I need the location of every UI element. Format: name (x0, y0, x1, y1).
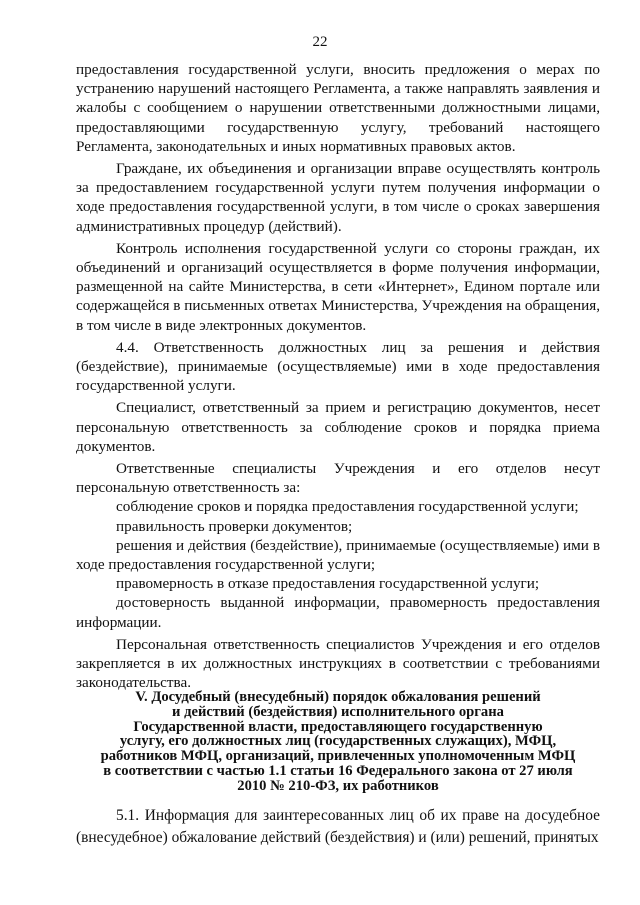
heading-line: в соответствии с частью 1.1 статьи 16 Федерального закона от 27 июля (103, 762, 573, 779)
heading-line: и действий (бездействия) исполнительного органа (172, 703, 504, 720)
heading-line: Государственной власти, предоставляющего государственную (133, 718, 543, 735)
body-text (76, 60, 600, 693)
section-heading (76, 690, 600, 794)
list-item-deadlines: соблюдение сроков и порядка предоставления государственной услуги; (116, 498, 579, 516)
paragraph-citizens-control: Граждане, их объединения и организации вправе осуществлять контроль за предоставлением государственной услуги путем получения информации о ходе предоставления государственной услуги, в том числе о сроках завершения административных процедур (действий). (76, 160, 600, 235)
paragraph-continuation: предоставления государственной услуги, вносить предложения о мерах по устранению нарушений настоящего Регламента, а также направлять заявления и жалобы с сообщением о нарушении ответственными должностными лицами, предоставляющими государственную услугу, требований настоящего Регламента, законодательных и иных нормативных правовых актов. (76, 61, 600, 155)
heading-line: V. Досудебный (внесудебный) порядок обжалования решений (135, 689, 541, 705)
paragraph-control-execution: Контроль исполнения государственной услуги со стороны граждан, их объединений и организаций осуществляется в форме получения информации, размещенной на сайте Министерства, в сети «Интернет», Едином портале или содержащейся в письменных ответах Министерства, Учреждения на обращения, в том числе в виде электронных документов. (76, 239, 600, 334)
paragraph-responsibility-4-4: 4.4. Ответственность должностных лиц за решения и действия (бездействие), принимаемые (осуществляемые) ими в ходе предоставления государственной услуги. (76, 338, 600, 395)
paragraph-specialist: Специалист, ответственный за прием и регистрацию документов, несет персональную ответственность за соблюдение сроков и порядка приема документов. (76, 399, 600, 455)
section-text (76, 805, 600, 849)
heading-line: услугу, его должностных лиц (государственных служащих), МФЦ, (119, 733, 557, 750)
list-item-refusal: правомерность в отказе предоставления государственной услуги; (116, 575, 540, 593)
paragraph-5-1: 5.1. Информация для заинтересованных лиц об их праве на досудебное (внесудебное) обжалование действий (бездействия) и (или) решений, принятых (76, 807, 600, 846)
heading-line: 2010 № 210-ФЗ, их работников (237, 777, 439, 794)
list-item-document-check: правильность проверки документов; (116, 517, 353, 535)
heading-line: работников МФЦ, организаций, привлеченных уполномоченным МФЦ (100, 748, 576, 765)
page-number: 22 (312, 34, 328, 50)
list-item-decisions: решения и действия (бездействие), принимаемые (осуществляемые) ими в ходе предоставления государственной услуги; (76, 536, 600, 574)
paragraph-personal-responsibility: Персональная ответственность специалистов Учреждения и его отделов закрепляется в их должностных инструкциях в соответствии с требованиями законодательства. (76, 635, 600, 692)
paragraph-responsible-specialists: Ответственные специалисты Учреждения и его отделов несут персональную ответственность за: (76, 460, 600, 497)
list-item-reliability: достоверность выданной информации, правомерность предоставления информации. (76, 594, 600, 631)
